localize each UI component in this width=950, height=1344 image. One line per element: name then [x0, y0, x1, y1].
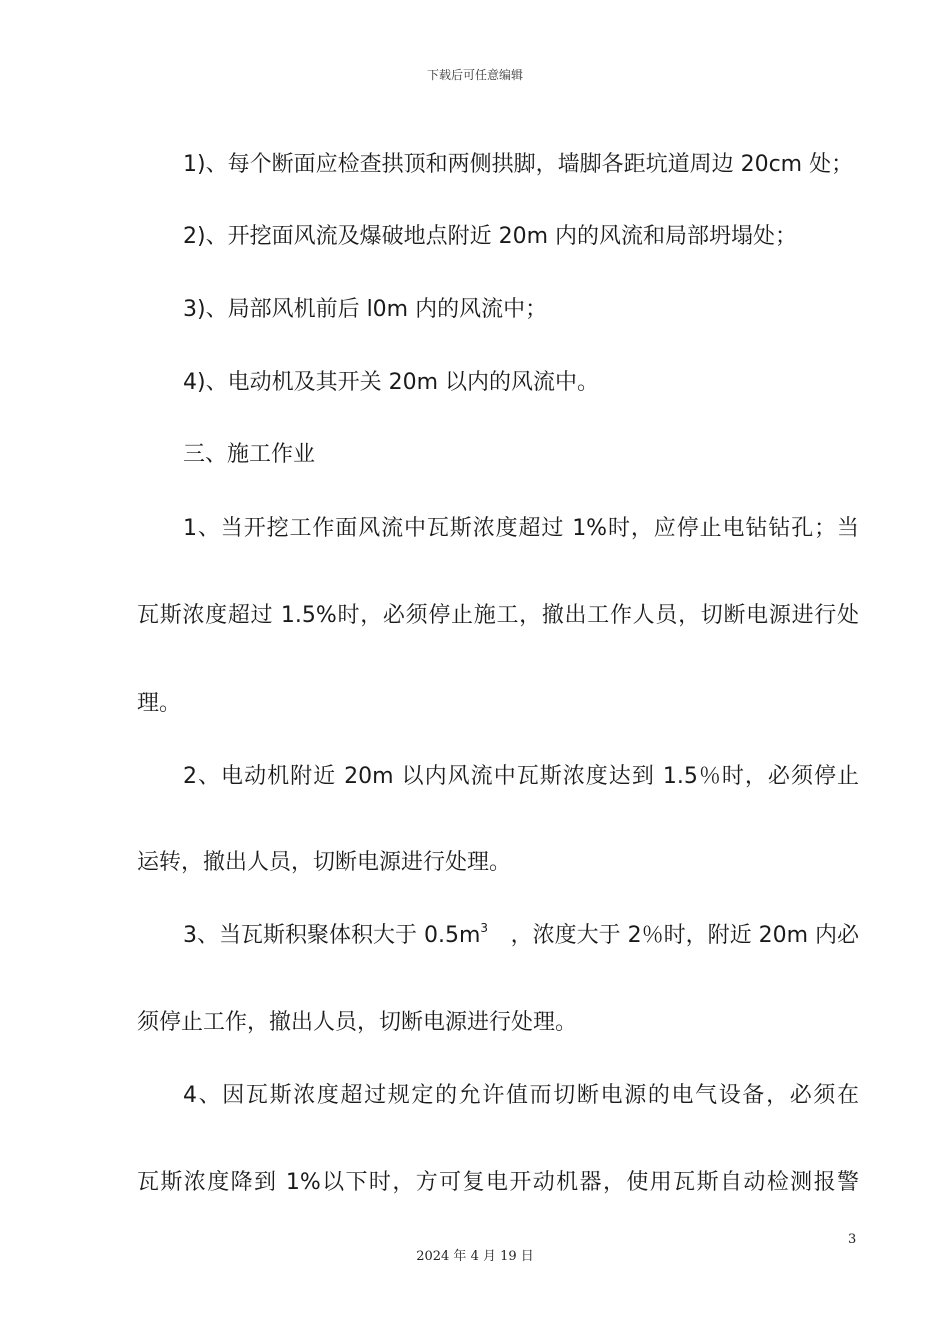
body-line-11-text: 3、当瓦斯积聚体积大于 0.5m: [183, 923, 481, 948]
body-line-14: 瓦斯浓度降到 1%以下时，方可复电开动机器，使用瓦斯自动检测报警: [137, 1170, 859, 1195]
body-line-1: 1)、每个断面应检查拱顶和两侧拱脚，墙脚各距坑道周边 20cm 处；: [183, 152, 854, 177]
body-line-7: 瓦斯浓度超过 1.5%时，必须停止施工，撤出工作人员，切断电源进行处: [137, 603, 859, 628]
body-line-2: 2)、开挖面风流及爆破地点附近 20m 内的风流和局部坍塌处；: [183, 224, 797, 249]
section-heading: 三、施工作业: [183, 442, 316, 467]
body-line-3: 3)、局部风机前后 l0m 内的风流中；: [183, 297, 548, 322]
body-line-13: 4、因瓦斯浓度超过规定的允许值而切断电源的电气设备，必须在: [183, 1083, 859, 1108]
body-line-11-start: [183, 921, 488, 951]
page-number: 3: [848, 1232, 857, 1247]
superscript-cubed: 3: [480, 921, 489, 935]
body-line-11-end: ，浓度大于 2％时，附近 20m 内必: [510, 923, 859, 948]
body-line-8: 理。: [137, 691, 182, 716]
body-line-9: 2、电动机附近 20m 以内风流中瓦斯浓度达到 1.5％时，必须停止: [183, 764, 859, 789]
body-line-12: 须停止工作，撤出人员，切断电源进行处理。: [137, 1010, 578, 1035]
body-line-10: 运转，撤出人员，切断电源进行处理。: [137, 850, 512, 875]
body-line-11: [183, 921, 859, 951]
body-line-6: 1、当开挖工作面风流中瓦斯浓度超过 1%时，应停止电钻钻孔；当: [183, 516, 859, 541]
body-line-4: 4)、电动机及其开关 20m 以内的风流中。: [183, 370, 599, 395]
page-footer-date: 2024 年 4 月 19 日: [416, 1249, 534, 1264]
page-header: 下载后可任意编辑: [426, 68, 523, 82]
